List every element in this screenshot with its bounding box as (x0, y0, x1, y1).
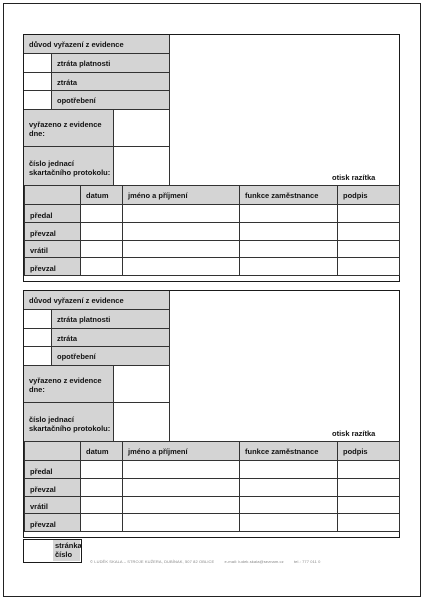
protocol-number-label: číslo jednací skartačního protokolu: (24, 403, 114, 441)
column-name: jméno a příjmení (123, 186, 240, 205)
reason-loss: ztráta (52, 73, 169, 91)
column-signature: podpis (338, 442, 400, 461)
signature-cell[interactable] (338, 496, 400, 514)
reason-validity-expired: ztráta platnosti (52, 54, 169, 73)
discarded-date-label: vyřazeno z evidence dne: (24, 110, 114, 147)
column-position: funkce zaměstnance (240, 186, 338, 205)
table-row (25, 205, 400, 223)
form-header-section (24, 291, 401, 441)
name-cell[interactable] (123, 514, 240, 532)
date-cell[interactable] (81, 496, 123, 514)
handover-table (24, 185, 400, 276)
column-date: datum (81, 186, 123, 205)
table-row (25, 478, 400, 496)
footer (90, 559, 330, 564)
row-label-received: převzal (25, 222, 81, 240)
footer-company: © LUDĚK SKALA – STROJE KUŽERA, DUBÍNAK, 507 82 OBLICE (90, 559, 215, 564)
reason-header: důvod vyřazení z evidence (24, 35, 169, 54)
column-signature: podpis (338, 186, 400, 205)
page-number-label: stránka číslo (53, 540, 80, 561)
date-cell[interactable] (81, 514, 123, 532)
reason-wear: opotřebení (52, 91, 169, 110)
position-cell[interactable] (240, 205, 338, 223)
table-row (25, 222, 400, 240)
table-header-corner (25, 186, 81, 205)
reason-header: důvod vyřazení z evidence (24, 291, 169, 310)
table-header-row (25, 186, 400, 205)
stamp-label: otisk razítka (332, 429, 376, 438)
date-cell[interactable] (81, 205, 123, 223)
checkbox-loss[interactable] (24, 73, 52, 91)
date-cell[interactable] (81, 461, 123, 479)
name-cell[interactable] (123, 240, 240, 258)
reason-panel (24, 291, 170, 441)
name-cell[interactable] (123, 496, 240, 514)
checkbox-validity-expired[interactable] (24, 310, 52, 329)
date-cell[interactable] (81, 478, 123, 496)
row-label-received-back: převzal (25, 514, 81, 532)
name-cell[interactable] (123, 258, 240, 276)
reason-panel (24, 35, 170, 185)
reason-validity-expired: ztráta platnosti (52, 310, 169, 329)
column-position: funkce zaměstnance (240, 442, 338, 461)
checkbox-wear[interactable] (24, 91, 52, 110)
protocol-number-field[interactable] (114, 147, 169, 185)
reason-wear: opotřebení (52, 347, 169, 366)
table-row (25, 240, 400, 258)
position-cell[interactable] (240, 258, 338, 276)
record-form-1 (23, 34, 400, 282)
name-cell[interactable] (123, 478, 240, 496)
row-label-returned: vrátil (25, 496, 81, 514)
signature-cell[interactable] (338, 205, 400, 223)
discarded-date-label: vyřazeno z evidence dne: (24, 366, 114, 403)
protocol-number-field[interactable] (114, 403, 169, 441)
position-cell[interactable] (240, 496, 338, 514)
column-date: datum (81, 442, 123, 461)
date-cell[interactable] (81, 240, 123, 258)
reason-loss: ztráta (52, 329, 169, 347)
date-cell[interactable] (81, 222, 123, 240)
checkbox-wear[interactable] (24, 347, 52, 366)
signature-cell[interactable] (338, 478, 400, 496)
handover-table (24, 441, 400, 532)
signature-cell[interactable] (338, 514, 400, 532)
signature-cell[interactable] (338, 258, 400, 276)
name-cell[interactable] (123, 222, 240, 240)
name-cell[interactable] (123, 461, 240, 479)
table-row (25, 496, 400, 514)
record-form-2 (23, 290, 400, 538)
footer-email: e-mail: ludek.skala@seznam.cz (224, 559, 284, 564)
table-row (25, 461, 400, 479)
signature-cell[interactable] (338, 222, 400, 240)
footer-phone: tel.: 777 011 0 (293, 559, 321, 564)
table-row (25, 258, 400, 276)
row-label-received-back: převzal (25, 258, 81, 276)
stamp-label: otisk razítka (332, 173, 376, 182)
signature-cell[interactable] (338, 240, 400, 258)
position-cell[interactable] (240, 222, 338, 240)
name-cell[interactable] (123, 205, 240, 223)
column-name: jméno a příjmení (123, 442, 240, 461)
page-number-field[interactable] (24, 540, 54, 561)
table-header-row (25, 442, 400, 461)
form-header-section (24, 35, 401, 185)
position-cell[interactable] (240, 461, 338, 479)
row-label-received: převzal (25, 478, 81, 496)
table-header-corner (25, 442, 81, 461)
discarded-date-field[interactable] (114, 110, 169, 147)
page-number-box (23, 539, 82, 563)
protocol-number-label: číslo jednací skartačního protokolu: (24, 147, 114, 185)
row-label-handed-over: předal (25, 205, 81, 223)
row-label-returned: vrátil (25, 240, 81, 258)
position-cell[interactable] (240, 514, 338, 532)
discarded-date-field[interactable] (114, 366, 169, 403)
row-label-handed-over: předal (25, 461, 81, 479)
signature-cell[interactable] (338, 461, 400, 479)
position-cell[interactable] (240, 240, 338, 258)
checkbox-validity-expired[interactable] (24, 54, 52, 73)
checkbox-loss[interactable] (24, 329, 52, 347)
date-cell[interactable] (81, 258, 123, 276)
table-row (25, 514, 400, 532)
position-cell[interactable] (240, 478, 338, 496)
